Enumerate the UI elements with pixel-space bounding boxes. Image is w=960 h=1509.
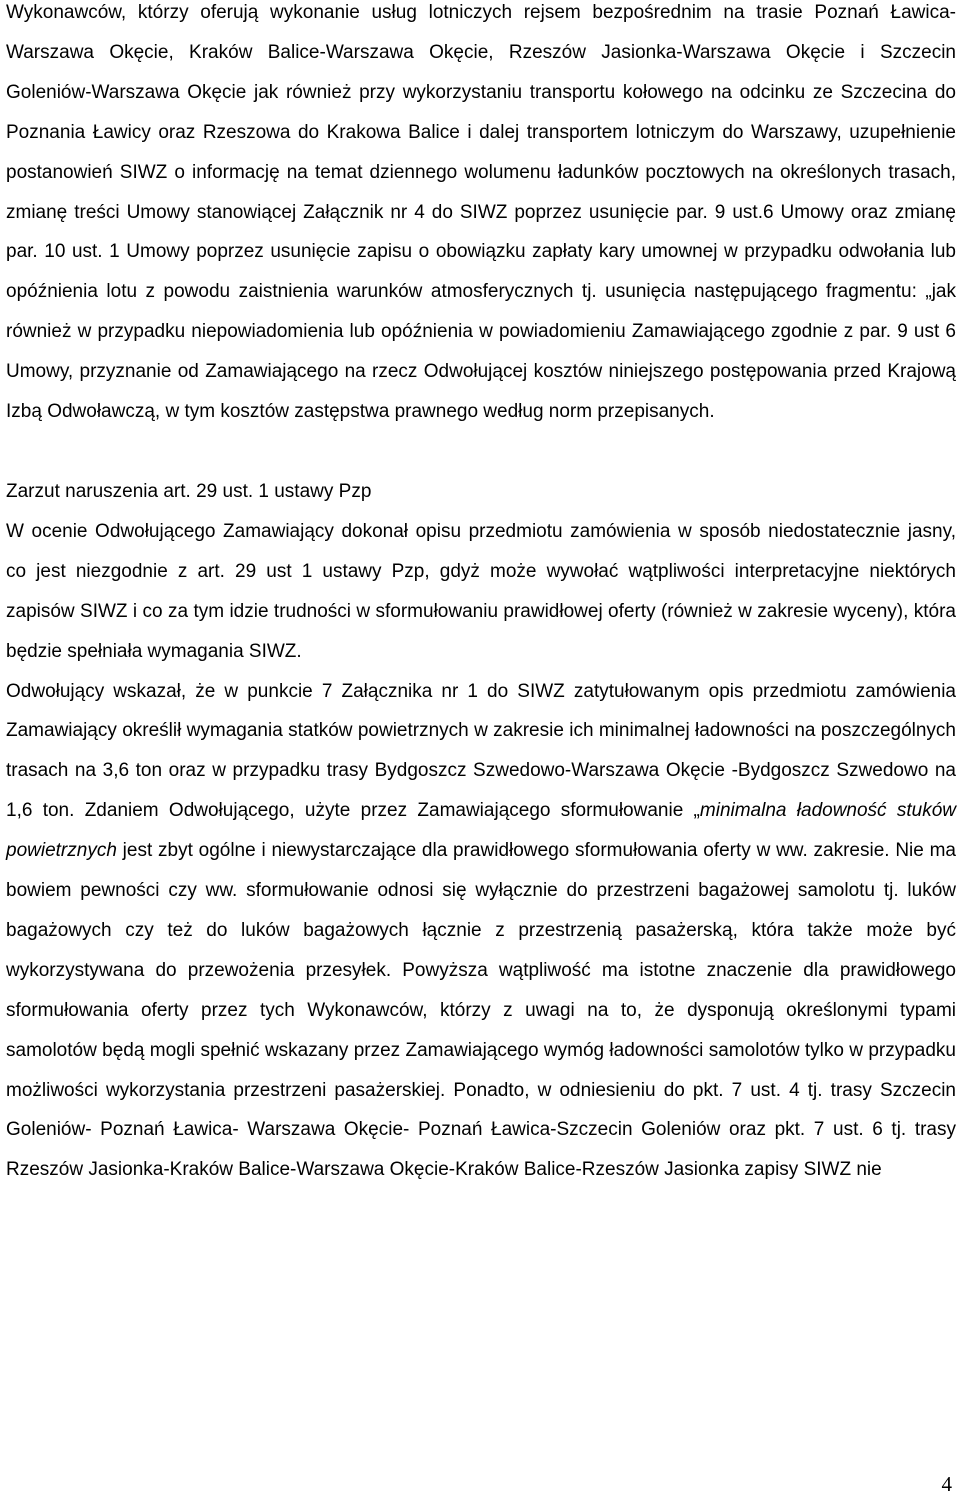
quoted-phrase: minimalna ładowność stuków powietrznych bbox=[6, 800, 956, 862]
paragraph-argument-text-2: jest zbyt ogólne i niewystarczające dla prawidłowego sformułowania oferty w ww. zakresie. Nie ma bowiem pewności czy ww. sformułowanie odnosi się wyłącznie do przestrzeni bagażowej samolotu tj. luków bagażowych czy też do luków bagażowych łącznie z przestrzenią pasażerską, która także może być wykorzystywana do przewożenia przesyłek. Powyższa wątpliwość ma istotne znaczenie dla prawidłowego sformułowania oferty przez tych Wykonawców, którzy z uwagi na to, że dysponują określonymi typami samolotów będą mogli spełnić wskazany przez Zamawiającego wymóg ładowności samolotów tylko w przypadku możliwości wykorzystania przestrzeni pasażerskiej. Ponadto, w odniesieniu do pkt. 7 ust. 4 tj. trasy Szczecin Goleniów- Poznań Ławica- Warszawa Okęcie- Poznań Ławica-Szczecin Goleniów oraz pkt. 7 ust. 6 tj. trasy Rzeszów Jasionka-Kraków Balice-Warszawa Okęcie-Kraków Balice-Rzeszów Jasionka zapisy SIWZ nie bbox=[6, 840, 956, 1181]
paragraph-argument-text-1: Odwołujący wskazał, że w punkcie 7 Załącznika nr 1 do SIWZ zatytułowanym opis przedmiotu zamówienia Zamawiający określił wymagania statków powietrznych w zakresie ich minimalnej ładowności na poszczególnych trasach na 3,6 ton oraz w przypadku trasy Bydgoszcz Szwedowo-Warszawa Okęcie -Bydgoszcz Szwedowo na 1,6 ton. Zdaniem Odwołującego, użyte przez Zamawiającego sformułowanie „ bbox=[6, 680, 956, 822]
page-number: 4 bbox=[941, 1472, 952, 1496]
paragraph-claims: Wykonawców, którzy oferują wykonanie usług lotniczych rejsem bezpośrednim na trasie Poznań Ławica-Warszawa Okęcie, Kraków Balice-Warszawa Okęcie, Rzeszów Jasionka-Warszawa Okęcie i Szczecin Goleniów-Warszawa Okęcie jak również przy wykorzystaniu transportu kołowego na odcinku ze Szczecina do Poznania Ławicy oraz Rzeszowa do Krakowa Balice i dalej transportem lotniczym do Warszawy, uzupełnienie postanowień SIWZ o informację na temat dziennego wolumenu ładunków pocztowych na określonych trasach, zmianę treści Umowy stanowiącej Załącznik nr 4 do SIWZ poprzez usunięcie par. 9 ust.6 Umowy oraz zmianę par. 10 ust. 1 Umowy poprzez usunięcie zapisu o obowiązku zapłaty kary umownej w przypadku odwołania lub opóźnienia lotu z powodu zaistnienia warunków atmosferycznych tj. usunięcia następującego fragmentu: „jak również w przypadku niepowiadomienia lub opóźnienia w powiadomieniu Zamawiającego zgodnie z par. 9 ust 6 Umowy, przyznanie od Zamawiającego na rzecz Odwołującej kosztów niniejszego postępowania przed Krajową Izbą Odwoławczą, w tym kosztów zastępstwa prawnego według norm przepisanych. bbox=[6, 2, 956, 423]
paragraph-gap bbox=[6, 432, 956, 472]
section-heading: Zarzut naruszenia art. 29 ust. 1 ustawy Pzp bbox=[6, 480, 372, 502]
paragraph-argument bbox=[6, 672, 956, 1191]
document-page bbox=[6, 0, 956, 1190]
paragraph-assessment: W ocenie Odwołującego Zamawiający dokonał opisu przedmiotu zamówienia w sposób niedostatecznie jasny, co jest niezgodnie z art. 29 ust 1 ustawy Pzp, gdyż może wywołać wątpliwości interpretacyjne niektórych zapisów SIWZ i co za tym idzie trudności w sformułowaniu prawidłowej oferty (również w zakresie wyceny), która będzie spełniała wymagania SIWZ. bbox=[6, 520, 956, 662]
